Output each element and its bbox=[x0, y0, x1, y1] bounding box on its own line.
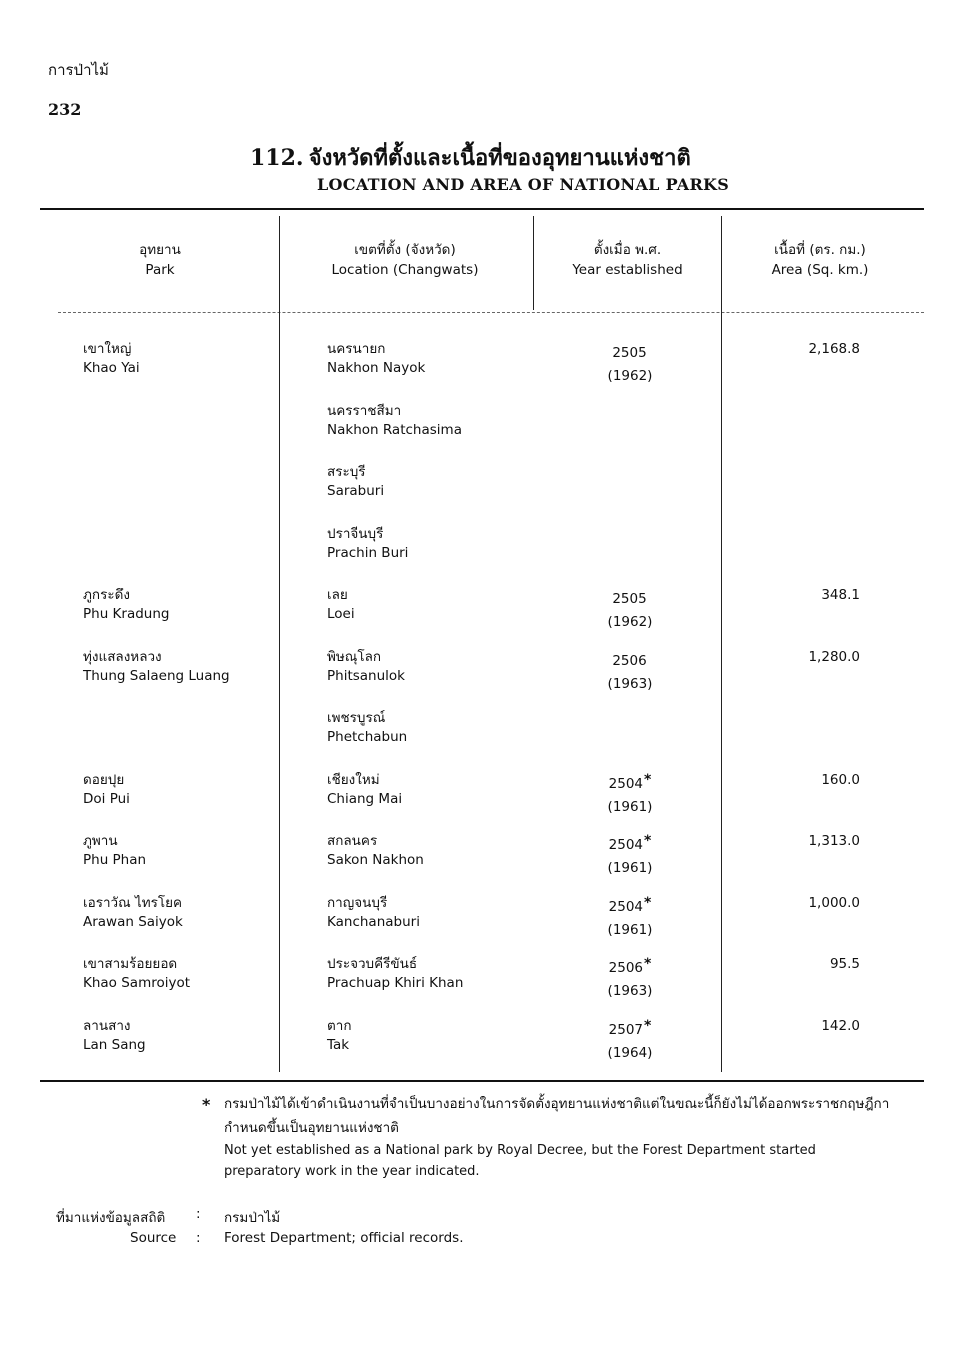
column-header-thai: เขตที่ตั้ง (จังหวัด) bbox=[354, 242, 456, 258]
year-cell bbox=[575, 525, 685, 552]
park-name-thai: เขาสามร้อยยอด bbox=[83, 956, 178, 972]
column-header-area bbox=[735, 240, 905, 280]
area-value: 142.0 bbox=[821, 1018, 860, 1034]
area-cell bbox=[740, 648, 860, 667]
year-buddhist-value: 2504 bbox=[608, 837, 644, 853]
source-value-thai: กรมป่าไม้ bbox=[224, 1210, 281, 1226]
location-cell bbox=[327, 463, 527, 501]
park-name-thai: ภูพาน bbox=[83, 833, 118, 849]
table-row bbox=[0, 402, 966, 452]
footnote-marker: * bbox=[644, 895, 652, 911]
table-row bbox=[0, 955, 966, 1005]
park-cell bbox=[83, 340, 273, 378]
park-name-english: Arawan Saiyok bbox=[83, 914, 183, 930]
location-english: Nakhon Ratchasima bbox=[327, 422, 462, 438]
area-value: 1,313.0 bbox=[808, 833, 860, 849]
year-gregorian: (1963) bbox=[607, 983, 653, 999]
source-label-thai: ที่มาแห่งข้อมูลสถิติ bbox=[56, 1210, 166, 1226]
location-english: Saraburi bbox=[327, 483, 385, 499]
location-cell bbox=[327, 586, 527, 624]
footnote-thai-line: กรมป่าไม้ได้เข้าดำเนินงานที่จำเป็นบางอย่างในการจัดตั้งอุทยานแห่งชาติแต่ในขณะนี้ก็ยังไม่ได้ออกพระราชกฤษฎีกา bbox=[224, 1096, 890, 1112]
park-name-english: Lan Sang bbox=[83, 1037, 146, 1053]
location-cell bbox=[327, 648, 527, 686]
location-cell bbox=[327, 1017, 527, 1055]
location-thai: สระบุรี bbox=[327, 464, 366, 480]
year-buddhist bbox=[575, 525, 685, 548]
year-cell bbox=[575, 1017, 685, 1063]
table-bottom-rule bbox=[40, 1080, 924, 1082]
year-gregorian: (1961) bbox=[607, 860, 653, 876]
year-buddhist bbox=[575, 894, 685, 917]
park-name-english: Thung Salaeng Luang bbox=[83, 668, 230, 684]
year-buddhist bbox=[575, 1017, 685, 1040]
park-name-english: Phu Phan bbox=[83, 852, 147, 868]
footnote-marker: * bbox=[202, 1095, 211, 1114]
area-cell bbox=[740, 894, 860, 913]
location-thai: นครนายก bbox=[327, 341, 386, 357]
header-bottom-rule bbox=[58, 312, 924, 313]
park-cell bbox=[83, 894, 273, 932]
park-cell bbox=[83, 648, 273, 686]
location-cell bbox=[327, 340, 527, 378]
location-english: Phitsanulok bbox=[327, 668, 405, 684]
table-row bbox=[0, 832, 966, 882]
location-english: Kanchanaburi bbox=[327, 914, 420, 930]
source-note bbox=[56, 1206, 756, 1254]
year-gregorian: (1961) bbox=[607, 799, 653, 815]
column-header-park bbox=[80, 240, 240, 280]
source-separator: : bbox=[196, 1206, 201, 1222]
table-row bbox=[0, 771, 966, 821]
title-thai: จังหวัดที่ตั้งและเนื้อที่ของอุทยานแห่งชาติ bbox=[308, 145, 691, 171]
location-cell bbox=[327, 832, 527, 870]
year-buddhist-value: 2504 bbox=[608, 899, 644, 915]
location-cell bbox=[327, 525, 527, 563]
table-row bbox=[0, 1017, 966, 1067]
year-buddhist bbox=[575, 832, 685, 855]
location-thai: กาญจนบุรี bbox=[327, 895, 388, 911]
location-thai: นครราชสีมา bbox=[327, 403, 402, 419]
source-separator: : bbox=[196, 1230, 201, 1246]
table-row bbox=[0, 586, 966, 636]
location-cell bbox=[327, 771, 527, 809]
location-english: Prachuap Khiri Khan bbox=[327, 975, 464, 991]
park-name-thai: เอราวัณ ไทรโยค bbox=[83, 895, 183, 911]
location-thai: เพชรบูรณ์ bbox=[327, 710, 386, 726]
year-buddhist bbox=[575, 955, 685, 978]
year-buddhist-value: 2505 bbox=[612, 591, 647, 607]
location-thai: ประจวบคีรีขันธ์ bbox=[327, 956, 418, 972]
park-cell bbox=[83, 1017, 273, 1055]
year-cell bbox=[575, 894, 685, 940]
year-gregorian: (1964) bbox=[607, 1045, 653, 1061]
location-cell bbox=[327, 894, 527, 932]
area-value: 95.5 bbox=[829, 956, 860, 972]
page-number: 232 bbox=[48, 100, 82, 119]
table-row bbox=[0, 525, 966, 575]
location-english: Prachin Buri bbox=[327, 545, 409, 561]
table-row bbox=[0, 648, 966, 698]
year-cell bbox=[575, 463, 685, 490]
year-buddhist bbox=[575, 709, 685, 732]
column-header-location bbox=[305, 240, 505, 280]
area-value: 1,000.0 bbox=[808, 895, 860, 911]
location-cell bbox=[327, 402, 527, 440]
year-cell bbox=[575, 771, 685, 817]
footnote-thai-line: กำหนดขึ้นเป็นอุทยานแห่งชาติ bbox=[224, 1120, 399, 1136]
year-cell bbox=[575, 402, 685, 429]
column-header-thai: อุทยาน bbox=[139, 242, 181, 258]
year-gregorian: (1962) bbox=[607, 614, 653, 630]
park-name-thai: เขาใหญ่ bbox=[83, 341, 132, 357]
title-number: 112. bbox=[250, 145, 304, 171]
footnote bbox=[202, 1094, 922, 1182]
location-english: Phetchabun bbox=[327, 729, 408, 745]
location-english: Tak bbox=[327, 1037, 350, 1053]
park-name-thai: ดอยปุย bbox=[83, 772, 125, 788]
year-gregorian: (1961) bbox=[607, 922, 653, 938]
location-cell bbox=[327, 955, 527, 993]
year-buddhist-value: 2506 bbox=[608, 960, 644, 976]
area-value: 1,280.0 bbox=[808, 649, 860, 665]
location-english: Loei bbox=[327, 606, 355, 622]
column-divider bbox=[533, 216, 534, 310]
table-row bbox=[0, 894, 966, 944]
year-buddhist-value: 2505 bbox=[612, 345, 647, 361]
location-thai: พิษณุโลก bbox=[327, 649, 382, 665]
area-cell bbox=[740, 1017, 860, 1036]
area-value: 348.1 bbox=[821, 587, 860, 603]
area-value: 2,168.8 bbox=[808, 341, 860, 357]
year-buddhist bbox=[575, 340, 685, 363]
area-cell bbox=[740, 771, 860, 790]
year-buddhist bbox=[575, 771, 685, 794]
park-cell bbox=[83, 955, 273, 993]
park-name-english: Khao Yai bbox=[83, 360, 140, 376]
year-buddhist bbox=[575, 586, 685, 609]
footnote-marker: * bbox=[644, 772, 652, 788]
location-thai: สกลนคร bbox=[327, 833, 378, 849]
column-header-thai: เนื้อที่ (ตร. กม.) bbox=[774, 242, 866, 258]
location-thai: ปราจีนบุรี bbox=[327, 526, 384, 542]
column-header-english: Location (Changwats) bbox=[331, 262, 479, 278]
year-buddhist-value: 2507 bbox=[608, 1022, 644, 1038]
year-buddhist-value: 2504 bbox=[608, 776, 644, 792]
footnote-marker: * bbox=[644, 833, 652, 849]
park-name-thai: ลานสาง bbox=[83, 1018, 131, 1034]
park-cell bbox=[83, 586, 273, 624]
location-english: Sakon Nakhon bbox=[327, 852, 424, 868]
footnote-english-line: preparatory work in the year indicated. bbox=[224, 1164, 480, 1179]
source-value-english: Forest Department; official records. bbox=[224, 1230, 464, 1246]
location-english: Chiang Mai bbox=[327, 791, 403, 807]
park-cell bbox=[83, 771, 273, 809]
table-row bbox=[0, 709, 966, 759]
year-gregorian: (1962) bbox=[607, 368, 653, 384]
footnote-marker: * bbox=[644, 1018, 652, 1034]
area-cell bbox=[740, 586, 860, 605]
column-header-thai: ตั้งเมื่อ พ.ศ. bbox=[593, 242, 662, 258]
footnote-marker: * bbox=[644, 956, 652, 972]
area-cell bbox=[740, 955, 860, 974]
location-thai: เลย bbox=[327, 587, 348, 603]
year-buddhist-value: 2506 bbox=[612, 653, 647, 669]
year-cell bbox=[575, 340, 685, 386]
footnote-english-line: Not yet established as a National park by Royal Decree, but the Forest Department started bbox=[224, 1143, 816, 1158]
year-cell bbox=[575, 955, 685, 1001]
year-buddhist bbox=[575, 402, 685, 425]
year-buddhist bbox=[575, 463, 685, 486]
column-header-year bbox=[545, 240, 710, 280]
section-header: การป่าไม้ bbox=[48, 61, 109, 79]
column-header-english: Park bbox=[145, 262, 175, 278]
year-buddhist bbox=[575, 648, 685, 671]
park-name-english: Khao Samroiyot bbox=[83, 975, 191, 991]
year-cell bbox=[575, 648, 685, 694]
source-label-english: Source bbox=[130, 1230, 177, 1246]
location-thai: เชียงใหม่ bbox=[327, 772, 380, 788]
park-name-english: Doi Pui bbox=[83, 791, 130, 807]
location-cell bbox=[327, 709, 527, 747]
year-cell bbox=[575, 832, 685, 878]
location-thai: ตาก bbox=[327, 1018, 352, 1034]
location-english: Nakhon Nayok bbox=[327, 360, 426, 376]
table-row bbox=[0, 463, 966, 513]
title-english: LOCATION AND AREA OF NATIONAL PARKS bbox=[317, 175, 730, 194]
area-cell bbox=[740, 340, 860, 359]
area-cell bbox=[740, 832, 860, 851]
column-header-english: Area (Sq. km.) bbox=[771, 262, 869, 278]
park-name-english: Phu Kradung bbox=[83, 606, 170, 622]
area-value: 160.0 bbox=[821, 772, 860, 788]
park-cell bbox=[83, 832, 273, 870]
park-name-thai: ภูกระดึง bbox=[83, 587, 130, 603]
table-row bbox=[0, 340, 966, 390]
year-cell bbox=[575, 709, 685, 736]
column-header-english: Year established bbox=[572, 262, 683, 278]
year-cell bbox=[575, 586, 685, 632]
park-name-thai: ทุ่งแสลงหลวง bbox=[83, 649, 162, 665]
table-top-rule bbox=[40, 208, 924, 210]
page-title bbox=[250, 140, 691, 175]
year-gregorian: (1963) bbox=[607, 676, 653, 692]
